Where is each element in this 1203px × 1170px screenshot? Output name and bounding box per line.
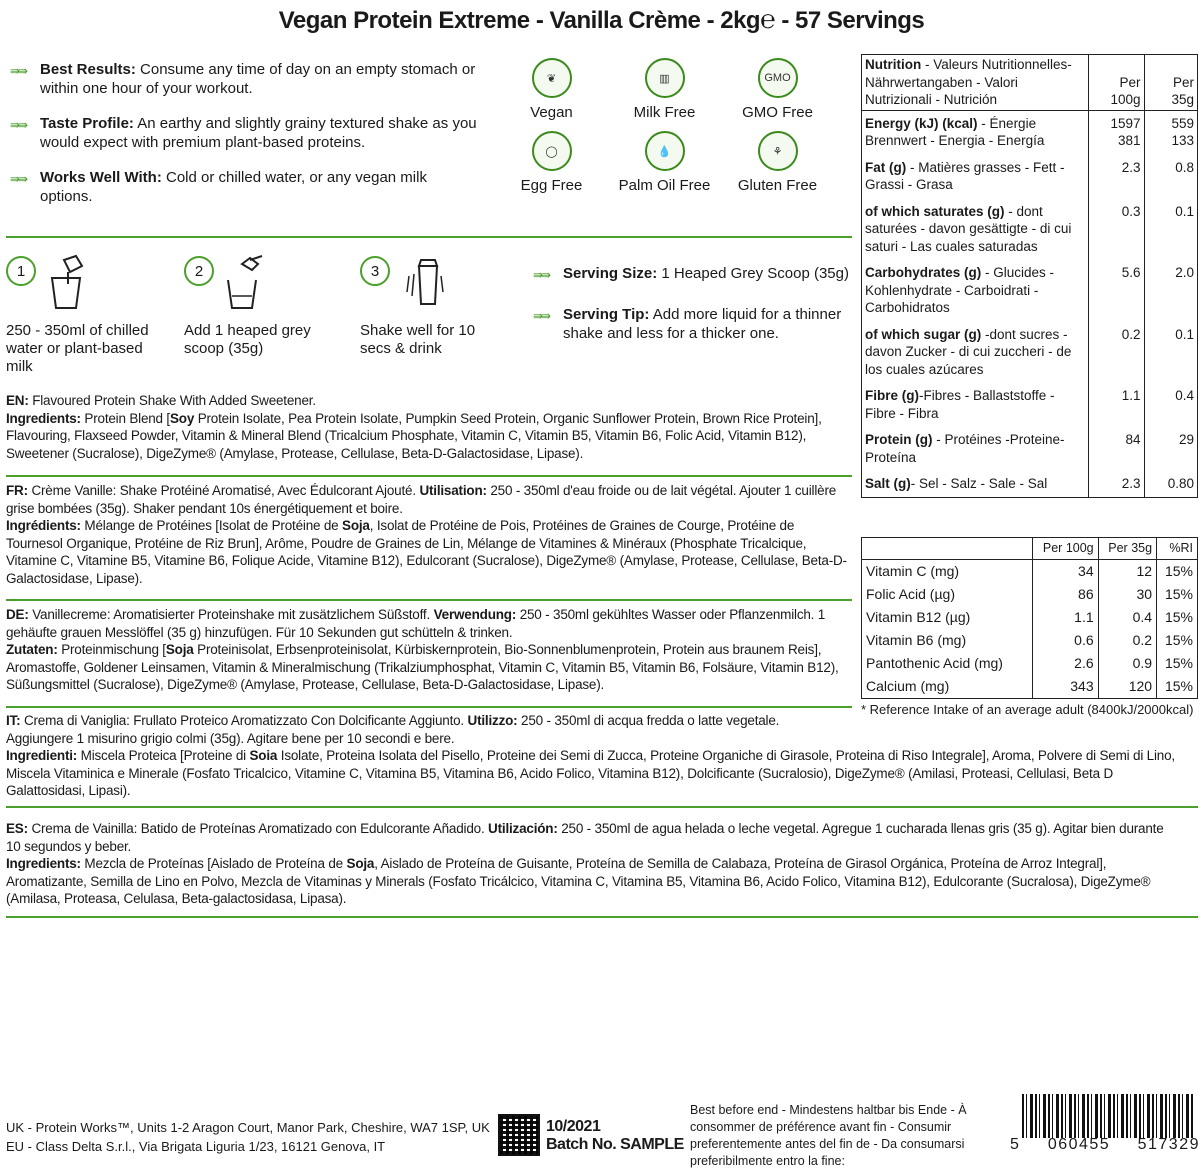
nutrition-row-energy: Energy (kJ) (kcal) - Énergie Brennwert - Energia - Energía 1597 381 559 133 [862,110,1197,151]
lang-de: DE: Vanillecreme: Aromatisierter Proteinshake mit zusätzlichem Süßstoff. Verwendung: 250 - 350ml gekühltes Wasser oder Pflanzenmilch. 1 gehäufte grauen Messlöffel (35 g) hinzufügen. Für 10 Sekunden gut schütteln & trinken. Zutaten: Proteinmischung [Soja Proteinisolat, Erbsenproteinisolat, Kürbiskernprotein, Bio-Sonnenblumenprotein, Protein aus braunem Reis], Aromastoffe, Goldener Leinsamen, Vitamin & Mineralmischung (Trikalziumphosphat, Vitamin C, Vitamin B5, Vitamin B6, Folsäure, Vitamin B12), Süßungsmittel (Sucralose), DigeZyme® (Amylase, Protease, Cellulase, Beta-D-Galactosidase, Lipase). [6,607,839,693]
allergen: Soia [249,748,278,764]
milk-carton-icon: ▥ [645,58,685,98]
nutrition-row-salt: Salt (g)- Sel - Salz - Sale - Sal 2.3 0.80 [862,467,1197,497]
lang-code: FR: [6,483,28,498]
badge-label: Vegan [530,104,573,121]
preparation-steps [6,256,526,386]
vitamin-header [862,538,1197,560]
col-per-35g: Per 35g [1098,538,1156,560]
tip-taste-profile [10,114,480,152]
nutrition-row-protein: Protein (g) - Protéines -Proteine- Proteína 84 29 [862,423,1197,467]
allergen: Soja [346,856,375,872]
vitamin-row: Folic Acid (µg) 86 30 15% [862,583,1197,606]
allergen: Soja [165,642,194,658]
best-before: Best before end - Mindestens haltbar bis Ende - À consommer de préférence avant fin - Consumir preferentemente antes del fin de - Da consumarsi preferibilmente entro la fine: [690,1103,967,1168]
vitamin-table [861,537,1198,699]
serving-info [533,264,853,363]
badge-egg-free [495,131,608,194]
badge-label: Palm Oil Free [618,177,711,194]
chevron-bullet-icon: ⇛⇛ [533,309,550,323]
nutrition-row-fat: Fat (g) - Matières grasses - Fett - Grassi - Grasa 2.3 0.8 [862,151,1197,195]
scoop-glass-icon [224,256,264,311]
badge-label: Gluten Free [737,177,818,194]
eu-address: EU - Class Delta S.r.l., Via Brigata Liguria 1/23, 16121 Genova, IT [6,1139,386,1154]
chevron-bullet-icon: ⇛⇛ [10,64,27,78]
step-2 [184,256,354,357]
wheat-icon: ⚘ [758,131,798,171]
chevron-bullet-icon: ⇛⇛ [533,268,550,282]
gmo-icon: GMO [758,58,798,98]
page-title [0,4,1203,35]
step-number: 3 [360,256,390,286]
nutrition-header: Nutrition - Valeurs Nutritionnelles- Nährwertangaben - Valori Nutrizionali - Nutrición Per 100g Per 35g [862,55,1197,110]
col-per-35g: Per 35g [1144,55,1197,110]
tip-label: Best Results: [40,61,136,78]
divider-es [6,806,1198,808]
serving-size [533,264,853,285]
uk-address: UK - Protein Works™, Units 1-2 Aragon Court, Manor Park, Cheshire, WA7 1SP, UK [6,1120,490,1135]
divider-it [6,706,852,708]
barcode [1010,1094,1200,1156]
badge-vegan [495,58,608,121]
serving-tip-text: Add more liquid for a thinner shake and less for a thicker one. [563,306,842,342]
allergen: Soja [342,518,370,534]
vitamin-row: Vitamin B12 (µg) 1.1 0.4 15% [862,606,1197,629]
nutrition-row-carbohydrates: Carbohydrates (g) - Glucides - Kohlenhydrate - Carboidrati - Carbohidratos 5.6 2.0 [862,256,1197,318]
batch-number: Batch No. SAMPLE [546,1136,684,1153]
allergen: Soy [169,410,195,426]
nutrition-table [861,54,1198,498]
badge-label: Milk Free [633,104,696,121]
company-addresses [6,1118,490,1156]
vitamin-row: Calcium (mg) 343 120 15% [862,675,1197,698]
step-text: Add 1 heaped grey scoop (35g) [184,322,311,357]
lang-code: IT: [6,713,21,728]
nutrition-row-fibre: Fibre (g)-Fibres - Ballaststoffe - Fibre - Fibra 1.1 0.4 [862,379,1197,423]
vitamin-row: Pantothenic Acid (mg) 2.6 0.9 15% [862,652,1197,675]
badge-gmo-free [721,58,834,121]
divider-end [6,916,1198,918]
serving-size-label: Serving Size: [563,265,658,282]
serving-tip-label: Serving Tip: [563,306,650,323]
serving-size-text: 1 Heaped Grey Scoop (35g) [657,265,849,282]
oil-drop-icon: 💧 [645,131,685,171]
lang-en: EN: Flavoured Protein Shake With Added Sweetener. Ingredients: Protein Blend [Soy Protein Isolate, Pea Protein Isolate, Pumpkin Seed Protein, Organic Sunflower Protein, Brown Rice Protein], Flavouring, Flaxseed Powder, Vitamin & Mineral Blend (Tricalcium Phosphate, Vitamin C, Vitamin B5, Vitamin B6, Folic Acid, Vitamin B12), Sweetener (Sucralose), DigeZyme® (Amylase, Protease, Cellulase, Beta-D-Galactosidase, Lipase). [6,393,822,461]
serving-tip [533,305,853,343]
step-3 [360,256,530,357]
badge-label: GMO Free [742,104,813,121]
leaf-icon: ❦ [532,58,572,98]
barcode-bars-icon [1022,1094,1194,1138]
egg-icon: ◯ [532,131,572,171]
step-1 [6,256,176,375]
divider-fr [6,475,852,477]
estimated-mark: ℮ [760,4,776,34]
chevron-bullet-icon: ⇛⇛ [10,118,27,132]
vitamin-row: Vitamin C (mg) 34 12 15% [862,560,1197,584]
shaker-icon [400,256,450,311]
tip-text: Consume any time of day on an empty stomach or within one hour of your workout. [40,61,476,97]
lang-it: IT: Crema di Vaniglia: Frullato Proteico Aromatizzato Con Dolcificante Aggiunto. Utilizzo: 250 - 350ml di acqua fredda o latte vegetale. Aggiungere 1 misurino grigio colmi (35g). Agitare bene per 10 secondi e bere. Ingredienti: Miscela Proteica [Proteine di Soia Isolate, Proteina Isolata del Pisello, Proteine dei Semi di Zucca, Proteine Organiche di Girasole, Proteina di Riso Integrale], Aroma, Polvere di Semi di Lino, Miscela Vitaminica e Minerale (Fosfato Tricalcico, Vitamine C, Vitamina B5, Vitamina B6, Acido Folico, Vitamina B12), Dolcificante (Sucralosio), DigeZyme® (Amilasi, Proteasi, Cellulasi, Beta D Galattosidasi, Lipasi). [6,713,1175,799]
batch-date: 10/2021 [546,1118,601,1135]
badge-label: Egg Free [520,177,583,194]
badge-palm-oil-free [608,131,721,194]
reference-intake-note: * Reference Intake of an average adult (8400kJ/2000kcal) [861,702,1194,717]
diet-badges [495,58,835,194]
chevron-bullet-icon: ⇛⇛ [10,172,27,186]
lang-fr: FR: Crème Vanille: Shake Protéiné Aromatisé, Avec Édulcorant Ajouté. Utilisation: 250 - 350ml d'eau froide ou de lait végétal. Ajouter 1 cuillère grise bombées (35g). Shaker pendant 10s énergétiquement et boire. Ingrédients: Mélange de Protéines [Isolat de Protéine de Soja, Isolat de Protéine de Pois, Protéines de Graines de Courge, Protéine de Tournesol Organique, Protéine de Riz Brun], Arôme, Poudre de Graines de Lin, Mélange de Vitamines & Minéraux (Phosphate Tricalcique, Vitamine C, Vitamine B5, Vitamine B6, Folique Acide, Vitamine B12), Edulcorant (Sucralose), DigeZyme® (Amylase, Protease, Cellulase, Beta-D-Galactosidase, Lipase). [6,483,847,586]
tip-label: Taste Profile: [40,115,134,132]
vitamin-row: Vitamin B6 (mg) 0.6 0.2 15% [862,629,1197,652]
col-per-100g: Per 100g [1088,55,1144,110]
tip-label: Works Well With: [40,169,162,186]
step-text: 250 - 350ml of chilled water or plant-based milk [6,322,149,375]
tip-text: An earthy and slightly grainy textured shake as you would expect with premium plant-based proteins. [40,115,477,151]
step-text: Shake well for 10 secs & drink [360,322,476,357]
qr-code-icon [498,1114,540,1156]
step-number: 1 [6,256,36,286]
batch-info [546,1118,684,1154]
nutrition-row-sugar: of which sugar (g) -dont sucres - davon Zucker - di cui zuccheri - de los cuales azúcares 0.2 0.1 [862,318,1197,380]
lang-code: ES: [6,821,28,836]
col-per-100g: Per 100g [1032,538,1098,560]
title-text: Vegan Protein Extreme - Vanilla Crème - 2kg [278,7,761,34]
barcode-digits: 5 060455 517329 [1010,1136,1200,1153]
tip-best-results [10,60,480,98]
badge-milk-free [608,58,721,121]
badge-gluten-free [721,131,834,194]
step-number: 2 [184,256,214,286]
divider-top [6,236,852,238]
pour-glass-icon [46,256,86,311]
tip-text: Cold or chilled water, or any vegan milk options. [40,169,427,205]
divider-de [6,599,852,601]
lang-es: ES: Crema de Vainilla: Batido de Proteínas Aromatizado con Edulcorante Añadido. Utilización: 250 - 350ml de agua helada o leche vegetal. Agregue 1 cucharada llenas gris (35 g). Agitar bien durante 10 segundos y beber. Ingredients: Mezcla de Proteínas [Aislado de Proteína de Soja, Aislado de Proteína de Guisante, Proteína de Semilla de Calabaza, Proteína de Girasol Orgánica, Proteína de Arroz Integral], Aromatizante, Semilla de Lino en Polvo, Mezcla de Vitaminas y Minerals (Fosfato Tricálcico, Vitamina C, Vitamina B5, Vitamina B6, Acido Folico, Vitamina B12), Edulcorante (Sucralosa), DigeZyme® (Amilasa, Proteasa, Celulasa, Beta-galactosidasa, Lipasa). [6,821,1164,907]
nutrition-row-saturates: of which saturates (g) - dont saturées - davon gesättigte - di cui saturi - Las cuales saturadas 0.3 0.1 [862,195,1197,257]
tips-list [10,60,480,222]
col-ri: %RI [1157,538,1197,560]
lang-code: DE: [6,607,29,622]
lang-code: EN: [6,393,29,408]
tip-works-well-with [10,168,480,206]
title-servings: - 57 Servings [781,7,925,34]
